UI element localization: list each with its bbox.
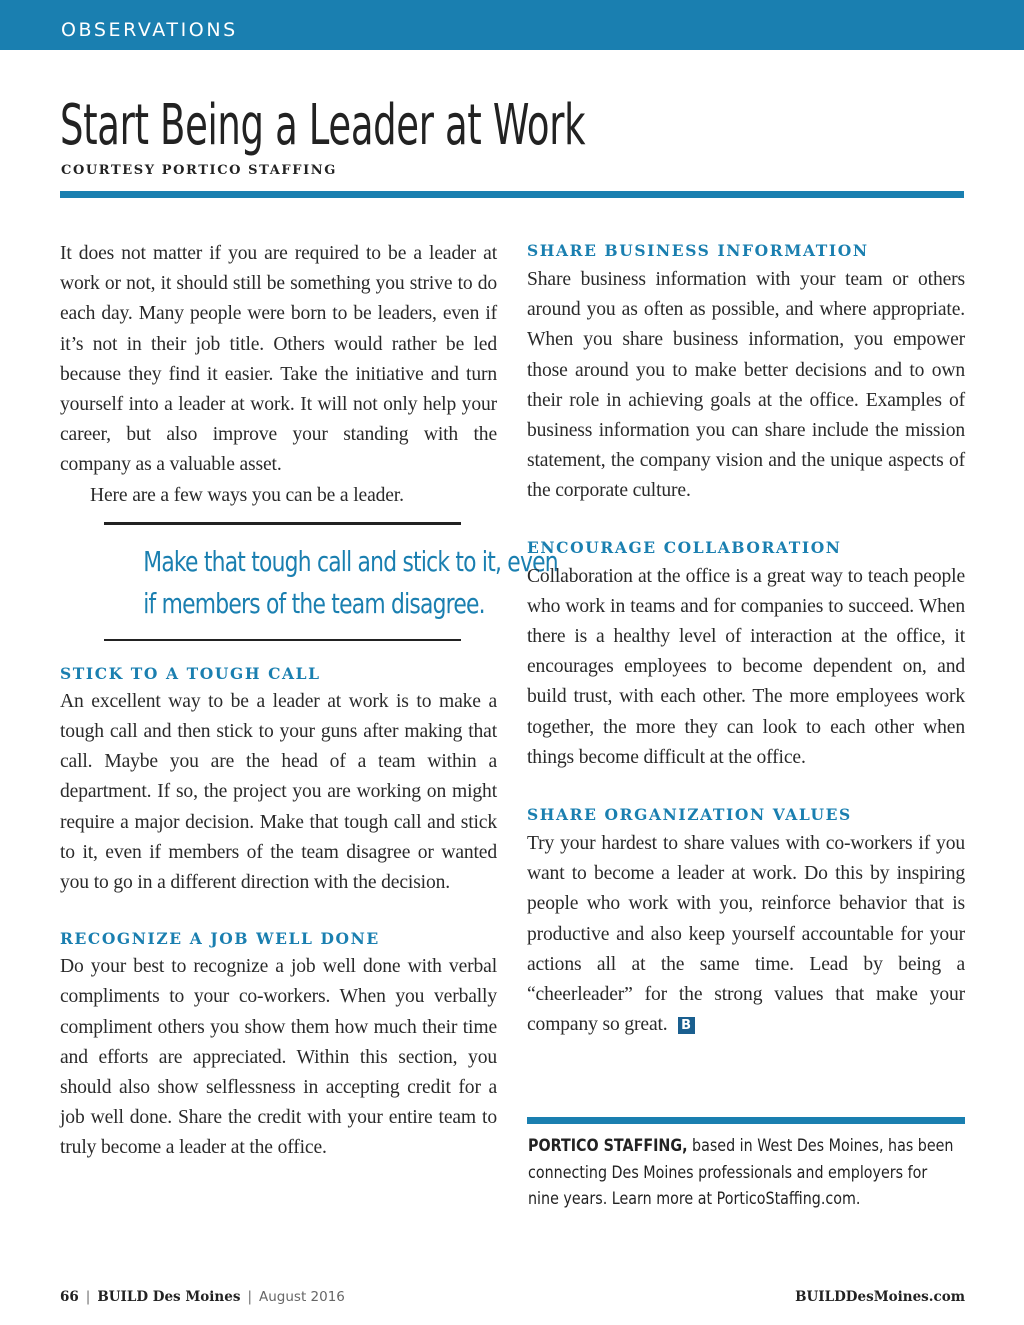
article-title: Start Being a Leader at Work	[60, 93, 586, 158]
pull-quote	[104, 522, 558, 641]
bio-line-1	[528, 1133, 965, 1160]
bio-line-2: connecting Des Moines professionals and employers for	[528, 1162, 928, 1183]
body-job-well-done: Do your best to recognize a job well done with verbal compliments to your co-workers. When you verbally compliment others you show them how much their time and efforts are appreciated. Within this section, you should also show selflessness in accepting credit for a job well done. Share the credit with your entire team to truly become a leader at the office.	[60, 956, 497, 1159]
left-column	[60, 239, 558, 1164]
right-column	[527, 240, 965, 1040]
author-bio	[528, 1133, 965, 1213]
heading-tough-call: STICK TO A TOUGH CALL	[60, 663, 321, 683]
title-divider	[60, 191, 964, 198]
heading-business-info: SHARE BUSINESS INFORMATION	[527, 241, 869, 260]
heading-org-values: SHARE ORGANIZATION VALUES	[527, 805, 852, 825]
bio-divider	[527, 1117, 965, 1124]
footer-separator-2: |	[247, 1289, 252, 1305]
pull-quote-line-1: Make that tough call and stick to it, even	[143, 544, 558, 578]
footer-separator-1: |	[85, 1289, 91, 1305]
bio-line-3: nine years. Learn more at PorticoStaffing.com.	[528, 1189, 861, 1209]
page-footer	[60, 1289, 345, 1305]
magazine-name: BUILD Des Moines	[97, 1289, 241, 1305]
footer-website: BUILDDesMoines.com	[795, 1289, 965, 1305]
section-label: OBSERVATIONS	[61, 19, 238, 41]
heading-job-well-done: RECOGNIZE A JOB WELL DONE	[60, 929, 380, 949]
body-tough-call: An excellent way to be a leader at work is to make a tough call and then stick to your guns after making that call. Maybe you are the head of a team within a department. If so, the project you are working on might require a major decision. Make that tough call and stick to it, even if members of the team disagree or wanted you to go in a different direction with the decision.	[60, 690, 497, 894]
body-collaboration: Collaboration at the office is a great way to teach people who work in teams and for companies to succeed. When there is a healthy level of interaction at the office, it encourages employees to become dependent on, and build trust, with each other. The more employees work together, the more they can look to each other when things become difficult at the office.	[527, 565, 965, 768]
bio-line-1-text: based in West Des Moines, has been	[687, 1136, 954, 1156]
bio-company-name: PORTICO STAFFING,	[528, 1136, 688, 1156]
pull-quote-line-2: if members of the team disagree.	[143, 586, 485, 620]
article-byline: COURTESY PORTICO STAFFING	[61, 163, 337, 178]
end-mark-icon: B	[678, 1017, 695, 1034]
page-number: 66	[60, 1289, 79, 1305]
body-org-values-text: Try your hardest to share values with co-workers if you want to become a leader at work. Do this by inspiring people who work with you, reinforce behavior that is productive and also keep yourself accountable for your actions all at the same time. Lead by being a “cheerleader” for the strong values that make your company so great.	[527, 833, 965, 1036]
intro-lead-in: Here are a few ways you can be a leader.	[90, 484, 404, 506]
body-business-info: Share business information with your team or others around you as often as possible, and where appropriate. When you share business information, you empower those around you to make better decisions and to own their role in achieving goals at the office. Examples of business information you can share include the mission statement, the company vision and the unique aspects of the corporate culture.	[527, 269, 965, 502]
issue-date: August 2016	[259, 1289, 345, 1305]
heading-collaboration: ENCOURAGE COLLABORATION	[527, 537, 842, 557]
body-org-values	[527, 829, 965, 1040]
intro-paragraph: It does not matter if you are required to be a leader at work or not, it should still be something you strive to do each day. Many people were born to be leaders, even if it’s not in their job title. Others would rather be led because they find it easier. Take the initiative and turn yourself into a leader at work. It will not only help your career, but also improve your standing with the company as a valuable asset.	[60, 243, 497, 476]
